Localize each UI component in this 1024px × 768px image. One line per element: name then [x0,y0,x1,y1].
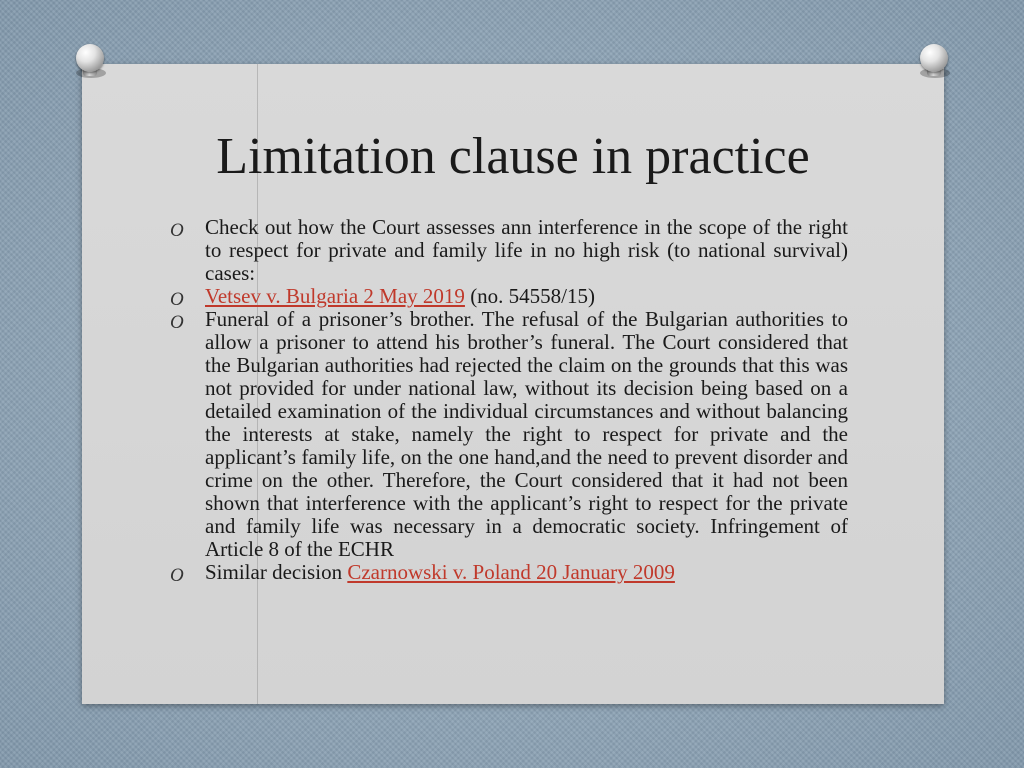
pushpin-right-icon [914,40,954,80]
similar-decision-label: Similar decision [205,560,348,584]
bullet-item-intro [170,216,848,285]
bullet-item-vetsev-case [170,285,848,308]
pushpin-left-icon [70,40,110,80]
bullet-item-similar-decision [170,561,848,584]
bullet-marker: O [170,220,184,241]
bullet-marker: O [170,289,184,310]
bullet-item-case-summary [170,308,848,561]
vetsev-case-link[interactable]: Vetsev v. Bulgaria 2 May 2019 [205,284,465,308]
bullet-list [170,216,848,584]
bullet-text: Check out how the Court assesses ann interference in the scope of the right to respect for private and family life in no high risk (to national survival) cases: [205,215,848,285]
bullet-marker: O [170,312,184,333]
case-number-text: (no. 54558/15) [464,284,596,308]
bullet-text: Funeral of a prisoner’s brother. The refusal of the Bulgarian authorities to allow a prisoner to attend his brother’s funeral. The Court considered that the Bulgarian authorities had rejected the claim on the grounds that this was not provided for under national law, without its decision being based on a detailed examination of the individual circumstances and without balancing the interests at stake, namely the right to respect for private and the applicant’s family life, on the one hand,and the need to prevent disorder and crime on the other. Therefore, the Court considered that it had not been shown that interference with the applicant’s right to respect for the private and family life was necessary in a democratic society. Infringement of Article 8 of the ECHR [205,307,848,561]
slide-title: Limitation clause in practice [216,128,810,185]
bullet-marker: O [170,565,184,586]
czarnowski-case-link[interactable]: Czarnowski v. Poland 20 January 2009 [347,560,675,584]
